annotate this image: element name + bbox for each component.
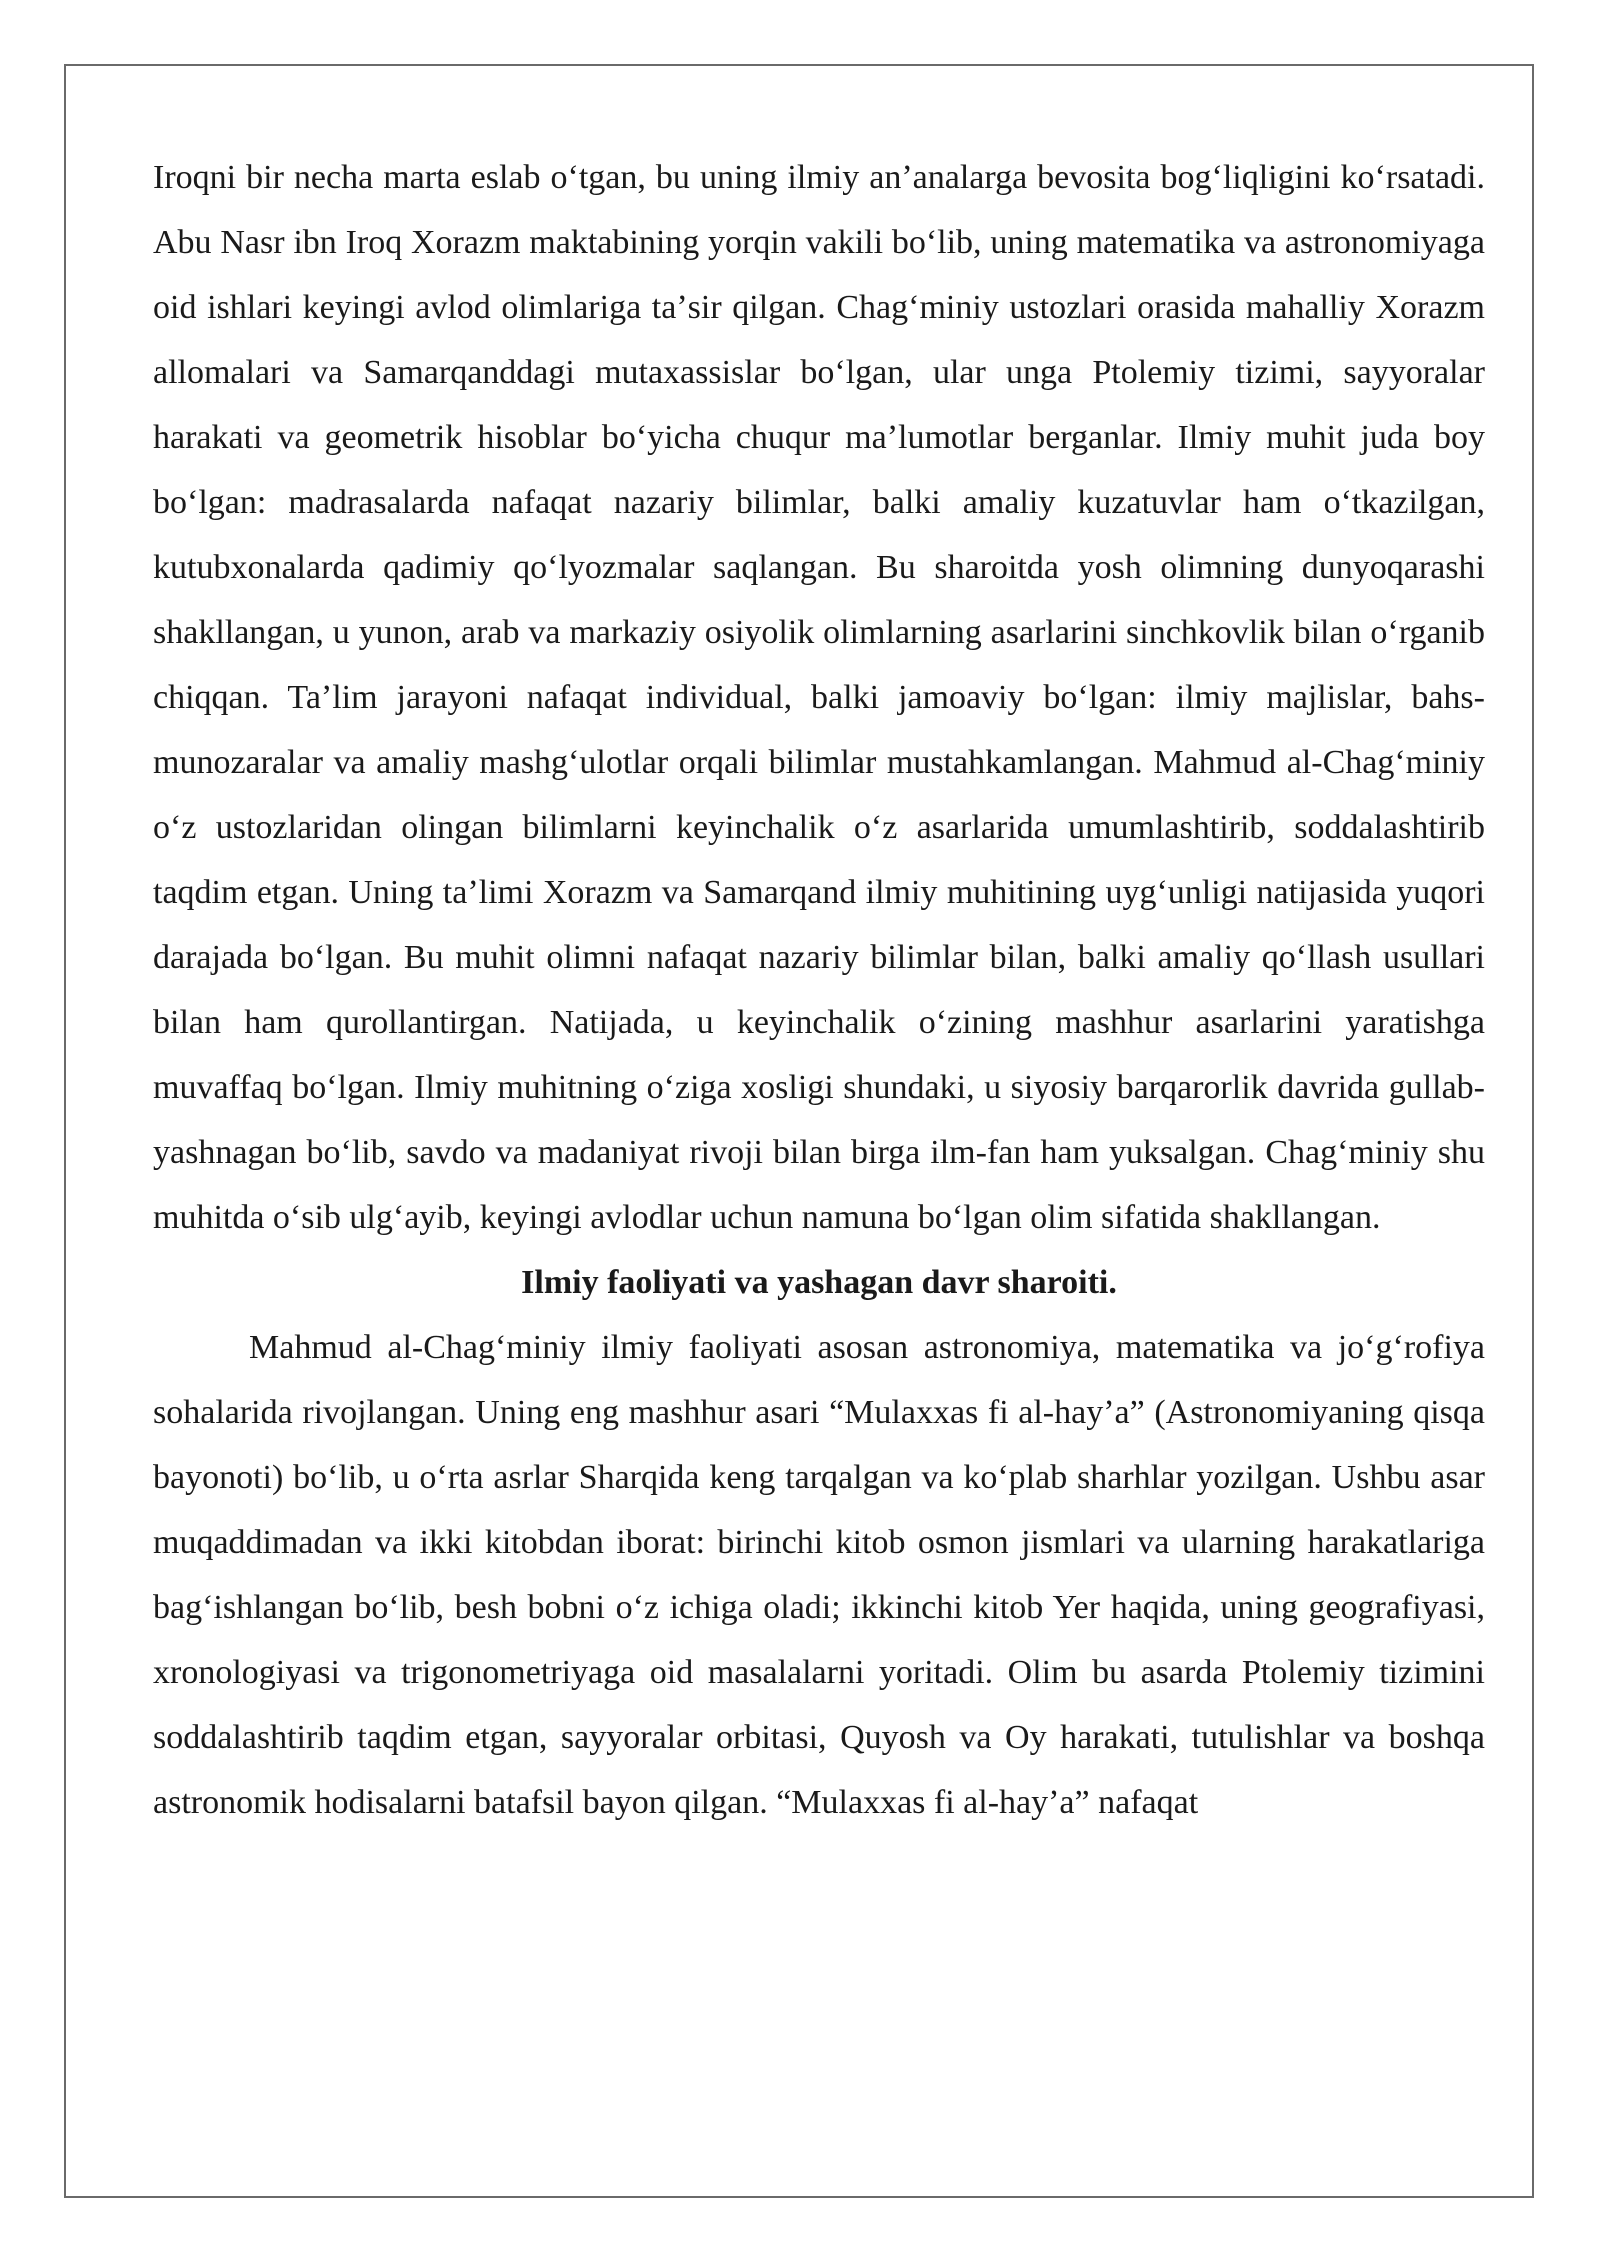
document-body — [153, 145, 1485, 1835]
body-paragraph-2: Mahmud al-Chagʻminiy ilmiy faoliyati asosan astronomiya, matematika va joʻgʻrofiya sohalarida rivojlangan. Uning eng mashhur asari “Mulaxxas fi al-hayʼa” (Astronomiyaning qisqa bayonoti) boʻlib, u oʻrta asrlar Sharqida keng tarqalgan va koʻplab sharhlar yozilgan. Ushbu asar muqaddimadan va ikki kitobdan iborat: birinchi kitob osmon jismlari va ularning harakatlariga bagʻishlangan boʻlib, besh bobni oʻz ichiga oladi; ikkinchi kitob Yer haqida, uning geografiyasi, xronologiyasi va trigonometriyaga oid masalalarni yoritadi. Olim bu asarda Ptolemiy tizimini soddalashtirib taqdim etgan, sayyoralar orbitasi, Quyosh va Oy harakati, tutulishlar va boshqa astronomik hodisalarni batafsil bayon qilgan. “Mulaxxas fi al-hayʼa” nafaqat — [153, 1329, 1485, 1821]
body-paragraph-1: Iroqni bir necha marta eslab oʻtgan, bu uning ilmiy anʼanalarga bevosita bogʻliqligini koʻrsatadi. Abu Nasr ibn Iroq Xorazm maktabining yorqin vakili boʻlib, uning matematika va astronomiyaga oid ishlari keyingi avlod olimlariga taʼsir qilgan. Chagʻminiy ustozlari orasida mahalliy Xorazm allomalari va Samarqanddagi mutaxassislar boʻlgan, ular unga Ptolemiy tizimi, sayyoralar harakati va geometrik hisoblar boʻyicha chuqur maʼlumotlar berganlar. Ilmiy muhit juda boy boʻlgan: madrasalarda nafaqat nazariy bilimlar, balki amaliy kuzatuvlar ham oʻtkazilgan, kutubxonalarda qadimiy qoʻlyozmalar saqlangan. Bu sharoitda yosh olimning dunyoqarashi shakllangan, u yunon, arab va markaziy osiyolik olimlarning asarlarini sinchkovlik bilan oʻrganib chiqqan. Taʼlim jarayoni nafaqat individual, balki jamoaviy boʻlgan: ilmiy majlislar, bahs-munozaralar va amaliy mashgʻulotlar orqali bilimlar mustahkamlangan. Mahmud al-Chagʻminiy oʻz ustozlaridan olingan bilimlarni keyinchalik oʻz asarlarida umumlashtirib, soddalashtirib taqdim etgan. Uning taʼlimi Xorazm va Samarqand ilmiy muhitining uygʻunligi natijasida yuqori darajada boʻlgan. Bu muhit olimni nafaqat nazariy bilimlar bilan, balki amaliy qoʻllash usullari bilan ham qurollantirgan. Natijada, u keyinchalik oʻzining mashhur asarlarini yaratishga muvaffaq boʻlgan. Ilmiy muhitning oʻziga xosligi shundaki, u siyosiy barqarorlik davrida gullab-yashnagan boʻlib, savdo va madaniyat rivoji bilan birga ilm-fan ham yuksalgan. Chagʻminiy shu muhitda oʻsib ulgʻayib, keyingi avlodlar uchun namuna boʻlgan olim sifatida shakllangan. — [153, 159, 1485, 1236]
section-heading: Ilmiy faoliyati va yashagan davr sharoiti. — [521, 1264, 1117, 1301]
